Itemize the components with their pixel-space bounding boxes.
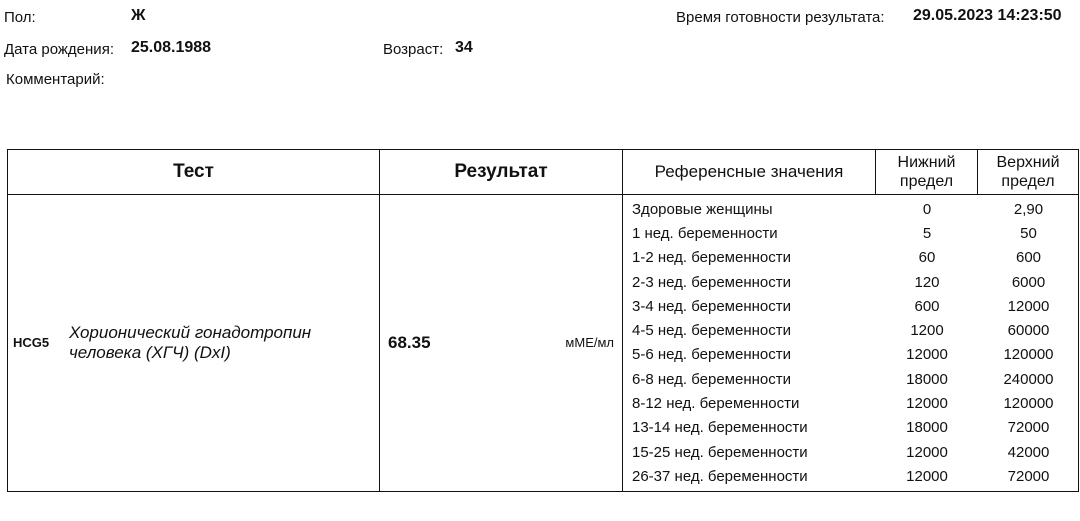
reference-upper: 2,90 [1013, 200, 1044, 218]
reference-lower: 0 [922, 200, 932, 218]
header-lower-limit [876, 150, 978, 195]
reference-group: 5-6 нед. беременности [632, 346, 791, 364]
reference-lower: 60 [918, 249, 936, 267]
reference-row [623, 416, 1078, 440]
birth-date-value: 25.08.1988 [131, 39, 212, 56]
reference-group: 4-5 нед. беременности [632, 322, 791, 340]
test-cell [8, 195, 380, 492]
header-lower-line2: предел [899, 173, 954, 190]
reference-upper: 120000 [1003, 346, 1054, 364]
comment-label: Комментарий: [6, 71, 105, 88]
reference-row [623, 318, 1078, 342]
test-code: HCG5 [13, 335, 50, 351]
header-upper-limit [978, 150, 1079, 195]
reference-group: Здоровые женщины [632, 200, 773, 218]
header-lower-line1: Нижний [897, 154, 956, 171]
age-value: 34 [455, 39, 473, 56]
reference-lower: 12000 [906, 443, 948, 461]
reference-group: 6-8 нед. беременности [632, 370, 791, 388]
result-time-value: 29.05.2023 14:23:50 [913, 7, 1062, 24]
header-test: Тест [8, 150, 380, 195]
reference-row [623, 464, 1078, 488]
reference-row [623, 270, 1078, 294]
reference-upper: 42000 [1007, 443, 1050, 461]
reference-group: 1 нед. беременности [632, 224, 778, 242]
reference-upper: 240000 [1003, 370, 1054, 388]
reference-upper: 600 [1015, 249, 1042, 267]
results-table [7, 149, 1079, 492]
reference-group: 3-4 нед. беременности [632, 297, 791, 315]
reference-group: 13-14 нед. беременности [632, 419, 808, 437]
result-value: 68.35 [388, 332, 431, 352]
reference-lower: 120 [914, 273, 940, 291]
reference-lower: 12000 [906, 395, 948, 413]
reference-row [623, 294, 1078, 318]
birth-date-label: Дата рождения: [4, 41, 114, 58]
header-upper-line2: предел [1001, 173, 1055, 190]
reference-row [623, 367, 1078, 391]
sex-value: Ж [131, 7, 146, 24]
result-unit: мМЕ/мл [565, 335, 614, 351]
reference-lower: 12000 [906, 346, 948, 364]
reference-lower: 18000 [906, 370, 948, 388]
reference-lower: 18000 [906, 419, 948, 437]
reference-lower: 12000 [906, 467, 948, 485]
test-name: Хорионический гонадотропин человека (ХГЧ) (DxI) [69, 322, 312, 362]
reference-row [623, 440, 1078, 464]
reference-upper: 72000 [1007, 419, 1050, 437]
reference-upper: 6000 [1011, 273, 1046, 291]
reference-group: 15-25 нед. беременности [632, 443, 808, 461]
reference-row [623, 391, 1078, 415]
reference-upper: 50 [1020, 224, 1037, 242]
header-reference-values: Референсные значения [623, 150, 876, 195]
reference-lower: 600 [914, 297, 940, 315]
reference-group: 26-37 нед. беременности [632, 467, 808, 485]
reference-cell [623, 195, 1079, 492]
age-label: Возраст: [383, 41, 444, 58]
result-time-label: Время готовности результата: [676, 9, 885, 26]
reference-lower: 1200 [910, 322, 944, 340]
reference-lower: 5 [922, 224, 932, 242]
reference-list [623, 195, 1078, 491]
header-upper-line1: Верхний [996, 154, 1060, 171]
table-row [8, 195, 1079, 492]
reference-row [623, 343, 1078, 367]
reference-row [623, 197, 1078, 221]
header-result: Результат [380, 150, 623, 195]
reference-group: 1-2 нед. беременности [632, 249, 791, 267]
reference-upper: 72000 [1007, 467, 1050, 485]
reference-group: 8-12 нед. беременности [632, 395, 800, 413]
reference-upper: 12000 [1007, 297, 1050, 315]
sex-label: Пол: [4, 9, 36, 26]
reference-upper: 60000 [1007, 322, 1050, 340]
reference-row [623, 221, 1078, 245]
reference-group: 2-3 нед. беременности [632, 273, 791, 291]
reference-upper: 120000 [1003, 395, 1054, 413]
result-cell [380, 195, 623, 492]
reference-row [623, 246, 1078, 270]
table-header-row [8, 150, 1079, 195]
